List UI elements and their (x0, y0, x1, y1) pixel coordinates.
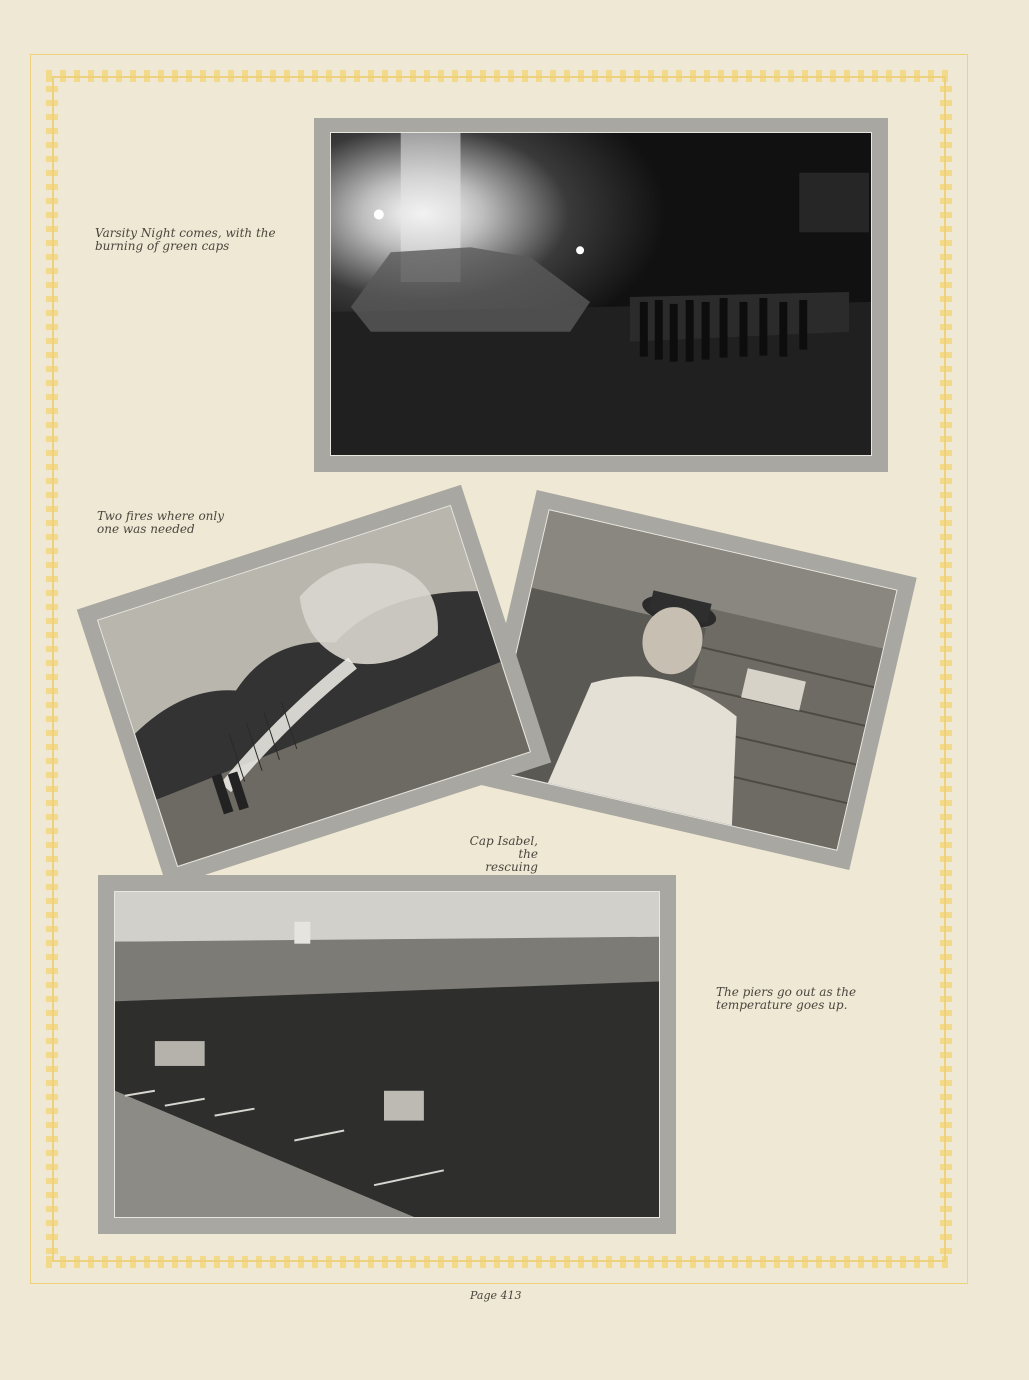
caption-line: rescuing (485, 860, 538, 874)
aerial-lakeshore-image (115, 892, 659, 1217)
photo-aerial-piers (98, 875, 676, 1234)
caption-piers (716, 986, 856, 1012)
caption-line: burning of green caps (95, 239, 230, 253)
caption-line: Varsity Night comes, with the (95, 226, 276, 240)
caption-line: Cap Isabel, the (469, 834, 538, 861)
captain-portrait-image (490, 510, 897, 849)
page-number: Page 413 (470, 1289, 522, 1302)
caption-two-fires (97, 510, 224, 536)
caption-line: The piers go out as the (716, 985, 857, 999)
caption-line: temperature goes up. (716, 998, 848, 1012)
photo-varsity-night (314, 118, 888, 472)
bonfire-image (331, 133, 871, 455)
caption-line: Two fires where only (97, 509, 225, 523)
caption-varsity-night (95, 227, 276, 253)
caption-line: one was needed (97, 522, 195, 536)
